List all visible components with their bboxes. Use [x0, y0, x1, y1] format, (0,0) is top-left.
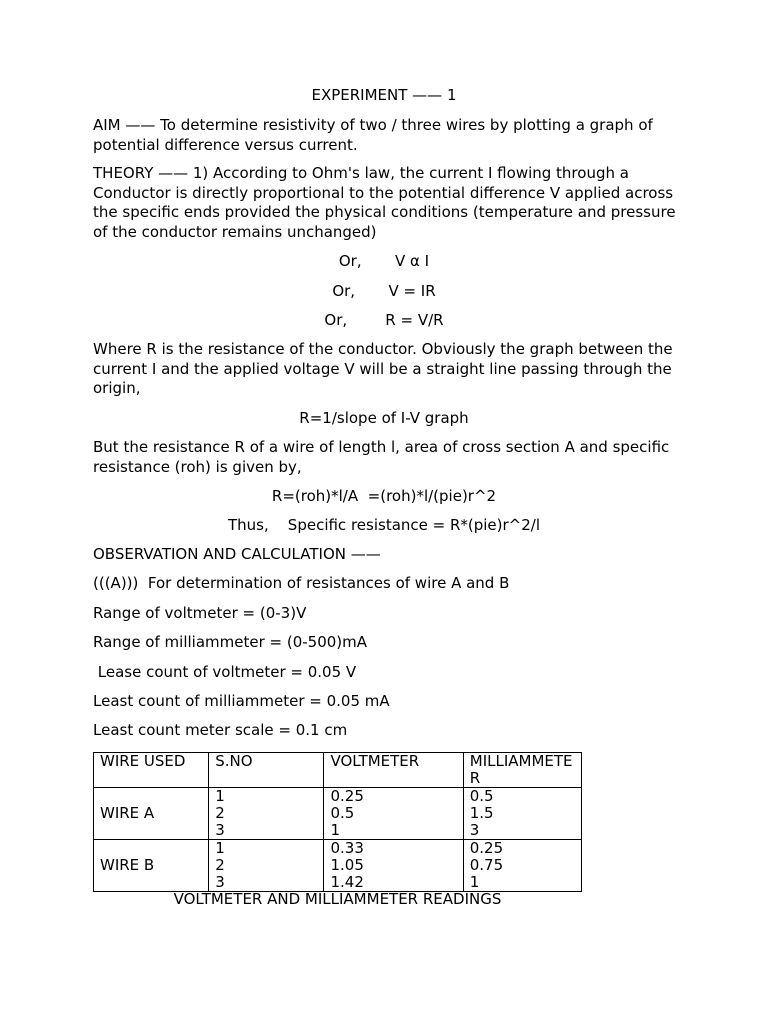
- voltmeter-value: 1.05: [330, 856, 364, 874]
- range-voltmeter: Range of voltmeter = (0-3)V: [93, 604, 307, 622]
- where-paragraph: Where R is the resistance of the conductor. Obviously the graph between the current I and the applied voltage V will be a straight line passing through the origin,: [93, 340, 673, 397]
- sno-value: 2: [215, 856, 225, 874]
- voltmeter-value: 1.42: [330, 873, 364, 891]
- milliammeter-value: 1: [469, 873, 480, 891]
- specific-resistance-formula: Thus, Specific resistance = R*(pie)r^2/l: [227, 516, 541, 534]
- least-count-milliammeter: Least count of milliammeter = 0.05 mA: [93, 692, 390, 710]
- observation-heading: OBSERVATION AND CALCULATION ——: [93, 545, 381, 563]
- header-sno: S.NO: [209, 753, 324, 788]
- sno-value: 3: [215, 821, 225, 839]
- lease-count-voltmeter: Lease count of voltmeter = 0.05 V: [93, 663, 357, 681]
- table-caption: VOLTMETER AND MILLIAMMETER READINGS: [173, 890, 502, 908]
- sno-value: 1: [215, 787, 225, 805]
- milliammeter-value: 0.25: [469, 839, 504, 857]
- formula-resistance: Or, R = V/R: [324, 311, 444, 329]
- sno-value: 1: [215, 839, 225, 857]
- wire-b-cell: WIRE B: [94, 840, 209, 892]
- sno-value: 3: [215, 873, 225, 891]
- experiment-title: EXPERIMENT —— 1: [311, 86, 457, 104]
- formula-ohms-law: Or, V = IR: [332, 282, 436, 300]
- header-milliammeter: MILLIAMMETER: [463, 753, 581, 788]
- but-paragraph: But the resistance R of a wire of length l, area of cross section A and specific resistance (roh) is given by,: [93, 438, 670, 476]
- readings-table: [93, 752, 582, 892]
- formula-proportional: Or, V α I: [338, 252, 430, 270]
- milliammeter-value: 1.5: [469, 804, 494, 822]
- header-wire-used: WIRE USED: [94, 753, 209, 788]
- wire-b-milliammeter-cell: [463, 840, 581, 892]
- least-count-meter-scale: Least count meter scale = 0.1 cm: [93, 721, 348, 739]
- wire-a-voltmeter-cell: [324, 788, 463, 840]
- aim-paragraph: AIM —— To determine resistivity of two / three wires by plotting a graph of potential difference versus current.: [93, 116, 653, 154]
- header-voltmeter: VOLTMETER: [324, 753, 463, 788]
- theory-paragraph: THEORY —— 1) According to Ohm's law, the current I flowing through a Conductor is directly proportional to the potential difference V applied across the specific ends provided the physical conditions (temperature and pressure of the conductor remains unchanged): [93, 164, 676, 241]
- milliammeter-value: 3: [469, 821, 480, 839]
- table-row: [94, 788, 582, 840]
- milliammeter-value: 0.75: [469, 856, 504, 874]
- wire-a-cell: WIRE A: [94, 788, 209, 840]
- range-milliammeter: Range of milliammeter = (0-500)mA: [93, 633, 368, 651]
- table-header-row: [94, 753, 582, 788]
- part-a-heading: (((A))) For determination of resistances of wire A and B: [93, 574, 510, 592]
- resistance-formula: R=(roh)*l/A =(roh)*l/(pie)r^2: [271, 487, 497, 505]
- sno-value: 2: [215, 804, 225, 822]
- table-row: [94, 840, 582, 892]
- voltmeter-value: 0.33: [330, 839, 364, 857]
- milliammeter-value: 0.5: [469, 787, 494, 805]
- slope-formula: R=1/slope of I-V graph: [299, 409, 469, 427]
- voltmeter-value: 1: [330, 821, 341, 839]
- voltmeter-value: 0.25: [330, 787, 364, 805]
- wire-a-milliammeter-cell: [463, 788, 581, 840]
- wire-b-sno-cell: [209, 840, 324, 892]
- wire-b-voltmeter-cell: [324, 840, 463, 892]
- voltmeter-value: 0.5: [330, 804, 355, 822]
- wire-a-sno-cell: [209, 788, 324, 840]
